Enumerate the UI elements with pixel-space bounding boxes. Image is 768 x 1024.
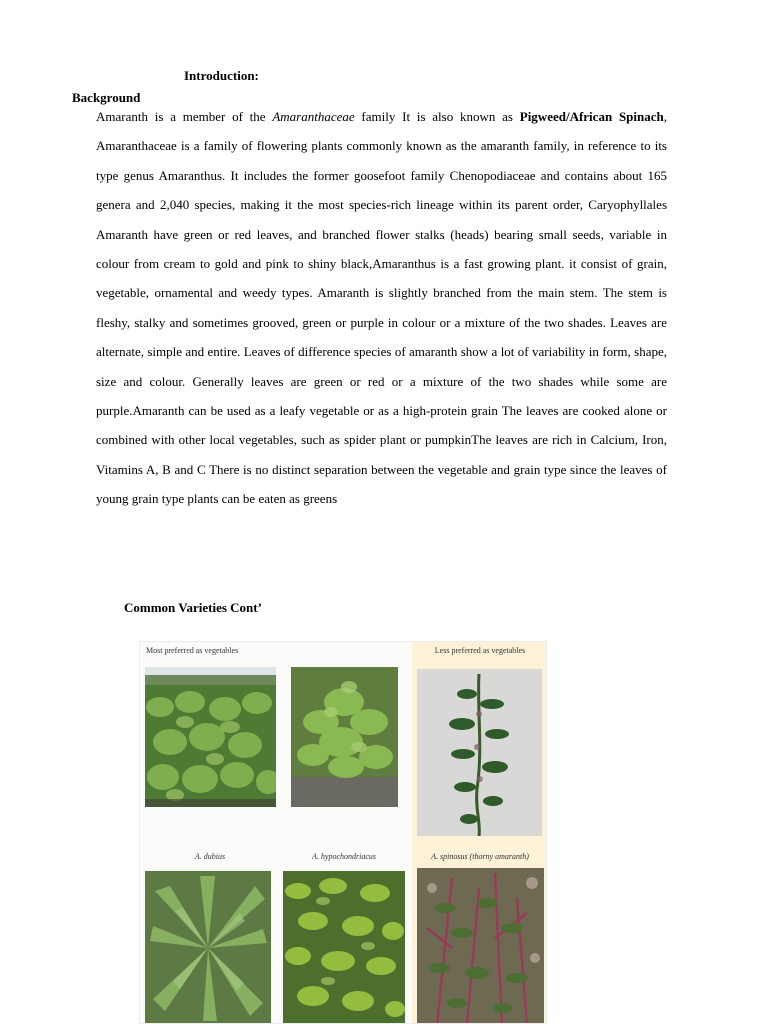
varieties-figure — [139, 641, 547, 1024]
a-dubius-photo — [145, 871, 271, 1024]
varieties-heading: Common Varieties Cont’ — [124, 600, 262, 615]
caption-a-hypochondriacus: A. hypochondriacus — [312, 852, 376, 861]
introduction-heading: Introduction: — [184, 68, 259, 83]
text-segment: Amaranth is a member of the — [96, 109, 273, 124]
a-spinosus-photo — [417, 868, 544, 1024]
thorny-amaranth-photo — [417, 669, 542, 836]
caption-a-spinosus: A. spinosus (thorny amaranth) — [431, 852, 529, 861]
text-segment: , Amaranthaceae is a family of flowering plants commonly known as the amaranth family, in reference to its type genus Amaranthus. It includes the former goosefoot family Chenopodiaceae and contains about 165 genera and 2,040 species, making it the most species-rich lineage within its parent order, Caryophyllales Amaranth have green or red leaves, and branched flower stalks (heads) bearing small seeds, variable in colour from cream to gold and pink to shiny black,Amaranthus is a fast growing plant. it consist of grain, vegetable, ornamental and weedy types. Amaranth is slightly branched from the main stem. The stem is fleshy, stalky and sometimes grooved, green or purple in colour or a mixture of the two shades. Leaves are alternate, simple and entire. Leaves of difference species of amaranth show a lot of variability in form, shape, size and colour. Generally leaves are green or red or a mixture of the two shades while some are purple.Amaranth can be used as a leafy vegetable or as a high-protein grain The leaves are cooked alone or combined with other local vegetables, such as spider plant or pumpkinThe leaves are rich in Calcium, Iron, Vitamins A, B and C There is no distinct separation between the vegetable and grain type since the leaves of young grain type plants can be eaten as greens — [96, 109, 667, 507]
a-hypochondriacus-photo — [283, 871, 405, 1024]
background-paragraph — [96, 102, 667, 514]
text-segment: family It is also known as — [354, 109, 520, 124]
caption-a-dubius: A. dubius — [194, 852, 226, 861]
amaranth-field-photo — [145, 667, 276, 807]
common-name-bold: Pigweed/African Spinach — [519, 109, 664, 124]
amaranth-bush-photo — [291, 667, 398, 807]
family-name-italic: Amaranthaceae — [272, 109, 355, 124]
background-heading: Background — [72, 90, 141, 105]
less-preferred-caption: Less preferred as vegetables — [434, 646, 526, 655]
most-preferred-caption: Most preferred as vegetables — [146, 646, 239, 655]
